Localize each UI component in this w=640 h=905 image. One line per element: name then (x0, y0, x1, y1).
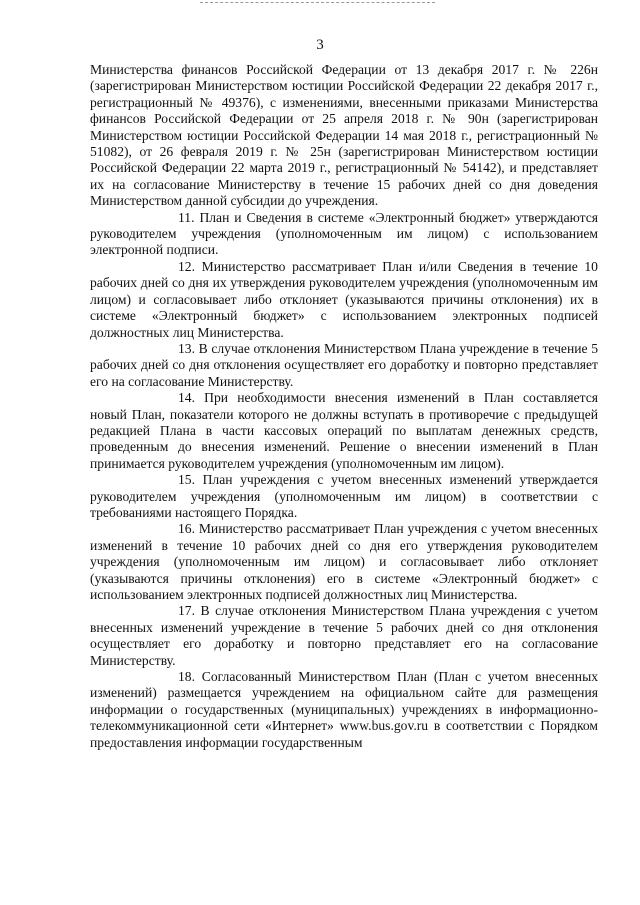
paragraph-text: При необходимости внесения изменений в План составляется новый План, показатели которого не должны вступать в противоречие с предыдущей редакцией Плана в части кассовых операций по выплатам денежных средств, проведенным до внесения изменений. Решение о внесении изменений в План принимается руководителем учреждения (уполномоченным им лицом). (90, 390, 598, 471)
page-number: 3 (316, 37, 324, 53)
paragraph-12 (90, 259, 598, 341)
paragraph-number: 11. (178, 209, 195, 225)
paragraph-text: Министерство рассматривает План и/или Сведения в течение 10 рабочих дней со дня их утверждения руководителем учреждения (уполномоченным им лицом) и согласовывает либо отклоняет (указываются причины отклонения) их в системе «Электронный бюджет» с использованием электронных подписей должностных лиц Министерства. (90, 258, 598, 340)
paragraph-continuation (90, 62, 598, 210)
scan-top-line (200, 2, 435, 4)
paragraph-text: Министерство рассматривает План учреждения с учетом внесенных изменений в течение 10 рабочих дней со дня его утверждения руководителем учреждения (уполномоченным им лицом) и согласовывает либо отклоняет (указываются причины отклонения) его в системе «Электронный бюджет» с использованием электронных подписей должностных лиц Министерства. (90, 521, 598, 602)
paragraph-17 (90, 603, 598, 669)
paragraph-text: План и Сведения в системе «Электронный бюджет» утверждаются руководителем учреждения (уполномоченным им лицом) с использованием электронной подписи. (90, 209, 599, 258)
paragraph-number: 13. (178, 340, 195, 356)
paragraph-number: 15. (178, 472, 195, 488)
paragraph-number: 12. (178, 258, 195, 274)
paragraph-16 (90, 521, 598, 603)
paragraph-number: 16. (178, 521, 195, 537)
paragraph-text: В случае отклонения Министерством Плана учреждение в течение 5 рабочих дней со дня отклонения осуществляет его доработку и повторно представляет его на согласование Министерству. (90, 340, 598, 389)
paragraph-text: Согласованный Министерством План (План с учетом внесенных изменений) размещается учреждением на официальном сайте для размещения информации о государственных (муниципальных) учреждениях в информационно-телекоммуникационной сети «Интернет» www.bus.gov.ru в соответствии с Порядком предоставления информации государственным (90, 669, 598, 750)
document-body (90, 62, 598, 751)
paragraph-18 (90, 669, 598, 751)
paragraph-text: В случае отклонения Министерством Плана учреждения с учетом внесенных изменений учреждение в течение 5 рабочих дней со дня отклонения осуществляет его доработку и повторно представляет его на согласование Министерству. (90, 603, 598, 668)
paragraph-text: План учреждения с учетом внесенных изменений утверждается руководителем учреждения (уполномоченным им лицом) в соответствии с требованиями настоящего Порядка. (90, 472, 598, 520)
paragraph-11 (90, 210, 598, 259)
paragraph-number: 17. (178, 603, 195, 619)
paragraph-14 (90, 390, 598, 472)
paragraph-15 (90, 472, 598, 521)
paragraph-text: Министерства финансов Российской Федерации от 13 декабря 2017 г. № 226н (зарегистрирован Министерством юстиции Российской Федерации 22 декабря 2017 г., регистрационный № 49376), с изменениями, внесенными приказами Министерства финансов Российской Федерации от 25 апреля 2018 г. № 90н (зарегистрирован Министерством юстиции Российской Федерации 14 мая 2018 г., регистрационный № 51082), от 26 февраля 2019 г. № 25н (зарегистрирован Министерством юстиции Российской Федерации 22 марта 2019 г., регистрационный № 54142), и представляет их на согласование Министерству в течение 15 рабочих дней со дня доведения Министерством данной субсидии до учреждения. (90, 62, 598, 209)
paragraph-number: 14. (178, 390, 195, 406)
paragraph-13 (90, 341, 598, 390)
paragraph-number: 18. (178, 669, 195, 685)
